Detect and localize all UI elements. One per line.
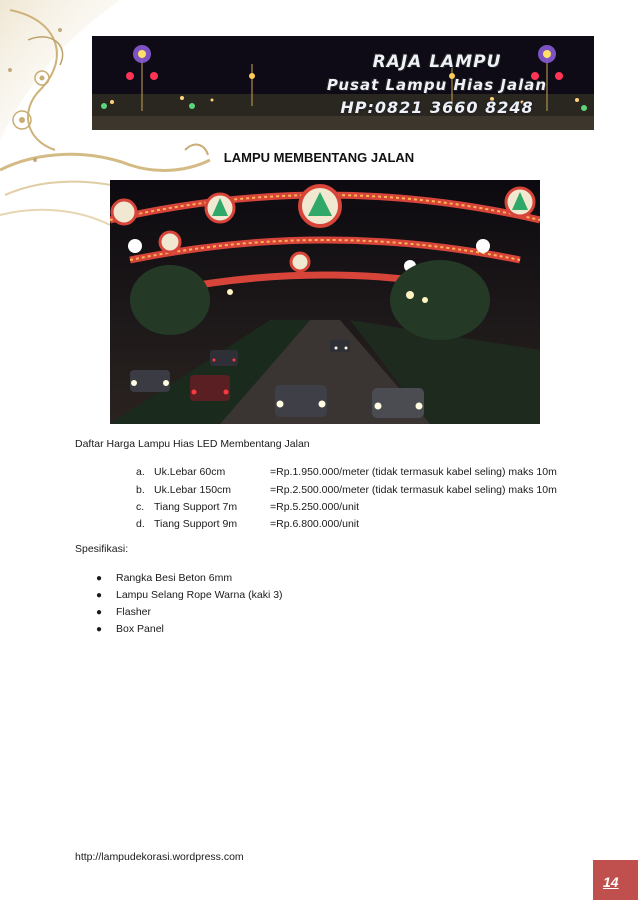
list-marker: d. [136, 518, 145, 530]
bullet-icon: ● [96, 573, 103, 584]
page-number: 14 [603, 874, 619, 890]
price-item [136, 518, 359, 530]
bullet-icon: ● [96, 624, 103, 635]
spec-item-text: Flasher [116, 606, 152, 618]
price-item-label: Tiang Support 7m [154, 501, 238, 513]
footer-url[interactable]: http://lampudekorasi.wordpress.com [75, 851, 244, 863]
street-decoration-photo [110, 180, 540, 424]
spec-item [96, 589, 283, 601]
page-title: LAMPU MEMBENTANG JALAN [223, 150, 415, 165]
banner-phone: HP:0821 3660 8248 [340, 98, 534, 117]
spec-heading: Spesifikasi: [75, 543, 129, 555]
list-marker: a. [136, 466, 145, 478]
price-item-value: =Rp.1.950.000/meter (tidak termasuk kabel seling) maks 10m [270, 466, 557, 478]
spec-item [96, 572, 232, 584]
spec-item-text: Box Panel [116, 623, 164, 635]
spec-item-text: Lampu Selang Rope Warna (kaki 3) [116, 589, 283, 601]
price-list-intro: Daftar Harga Lampu Hias LED Membentang Jalan [75, 438, 310, 450]
price-item-label: Tiang Support 9m [154, 518, 238, 530]
banner-tagline: Pusat Lampu Hias Jalan [326, 76, 548, 94]
bullet-icon: ● [96, 590, 103, 601]
banner-shop-name: RAJA LAMPU [372, 52, 502, 72]
price-item-label: Uk.Lebar 60cm [154, 466, 226, 478]
bullet-icon: ● [96, 607, 103, 618]
price-item-label: Uk.Lebar 150cm [154, 484, 232, 496]
spec-item [96, 623, 164, 635]
spec-item-text: Rangka Besi Beton 6mm [116, 572, 233, 584]
price-item [136, 466, 557, 478]
price-item-value: =Rp.6.800.000/unit [270, 518, 360, 530]
price-item [136, 501, 359, 513]
list-marker: c. [136, 501, 145, 513]
spec-item [96, 606, 151, 618]
list-marker: b. [136, 484, 145, 496]
price-item-value: =Rp.5.250.000/unit [270, 501, 360, 513]
header-banner [92, 36, 594, 130]
price-item-value: =Rp.2.500.000/meter (tidak termasuk kabel seling) maks 10m [270, 484, 557, 496]
price-item [136, 484, 557, 496]
